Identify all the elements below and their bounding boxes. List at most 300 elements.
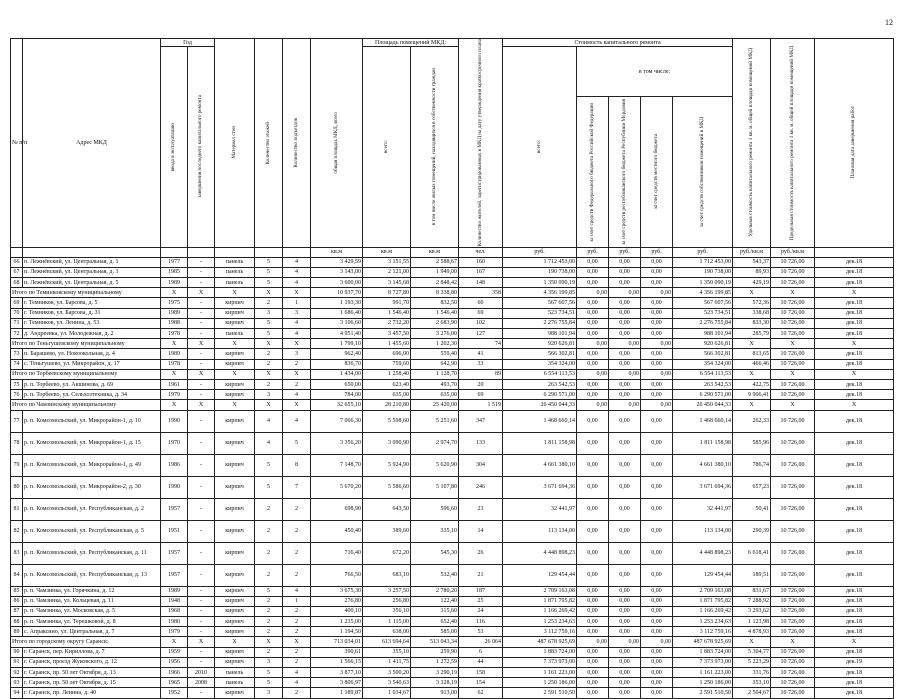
table-cell: 0,00 [577, 627, 609, 637]
table-cell: кирпич [215, 390, 255, 400]
unit-cell: кв.м [411, 247, 459, 257]
table-cell: 0,00 [577, 410, 609, 432]
table-cell: 638,00 [363, 627, 411, 637]
table-cell: 44 [459, 657, 503, 667]
table-cell: 88 [11, 617, 23, 627]
table-row [11, 564, 894, 586]
table-cell: 3 457,50 [363, 329, 411, 339]
subtotal-cell: 28 210,80 [363, 400, 411, 410]
table-cell: 635,00 [363, 390, 411, 400]
table-cell: 10 726,00 [771, 520, 815, 542]
subtotal-cell: 513 043,34 [411, 637, 459, 647]
table-cell: 190 738,00 [673, 267, 733, 277]
subtotal-cell: 26 064 [459, 637, 503, 647]
table-cell: 10 726,00 [771, 688, 815, 698]
table-cell: 1 712 453,00 [673, 257, 733, 267]
table-cell: 766,50 [311, 564, 363, 586]
table-cell: 2008 [188, 678, 215, 688]
subtotal-cell: X [161, 637, 188, 647]
table-cell: 4 [283, 257, 311, 267]
table-row [11, 298, 894, 308]
table-cell: 73 [11, 349, 23, 359]
table-cell: 1978 [161, 329, 188, 339]
table-cell: 784,00 [311, 390, 363, 400]
table-cell: 7 148,70 [311, 454, 363, 476]
table-cell: 0,00 [641, 586, 673, 596]
subtotal-cell: X [161, 400, 188, 410]
table-cell: 831,67 [733, 586, 771, 596]
table-cell: кирпич [215, 476, 255, 498]
table-cell: дек.18 [815, 298, 894, 308]
table-cell: 3 [255, 657, 283, 667]
table-cell: - [188, 454, 215, 476]
table-cell: 0,00 [609, 688, 641, 698]
table-cell: 89,93 [733, 267, 771, 277]
table-cell: 2 [255, 349, 283, 359]
table-cell: 1 253 234,63 [673, 617, 733, 627]
table-cell: панель [215, 278, 255, 288]
page-number: 12 [885, 18, 893, 27]
address-cell: р. п. Торбеево, ул. Акшинова, д. 69 [23, 379, 161, 389]
subtotal-cell: 0,00 [641, 339, 673, 349]
table-cell: 86 [11, 596, 23, 606]
table-cell: панель [215, 257, 255, 267]
table-cell: 1948 [161, 596, 188, 606]
table-cell: 2 732,20 [363, 318, 411, 328]
table-cell: 0,00 [577, 278, 609, 288]
table-cell: 7 288,92 [733, 596, 771, 606]
table-cell: 3 [255, 308, 283, 318]
table-cell: 0,00 [609, 586, 641, 596]
address-cell: п. Барашево, ул. Новоокольная, д. 4 [23, 349, 161, 359]
table-cell: дек.18 [815, 390, 894, 400]
table-cell: 7 066,30 [311, 410, 363, 432]
table-cell: 4 [283, 267, 311, 277]
subtotal-cell: X [255, 369, 283, 379]
table-cell: 10 726,00 [771, 617, 815, 627]
table-cell: 0,00 [577, 359, 609, 369]
table-cell: 70 [11, 308, 23, 318]
subtotal-cell: X [255, 400, 283, 410]
table-cell: 0,00 [641, 379, 673, 389]
table-cell: 1 811 158,98 [673, 432, 733, 454]
table-cell: - [188, 432, 215, 454]
table-cell: 0,00 [577, 318, 609, 328]
table-cell: - [188, 349, 215, 359]
table-cell: 836,70 [311, 359, 363, 369]
subtotal-cell: X [188, 400, 215, 410]
table-cell: 2 [283, 617, 311, 627]
table-cell: - [188, 564, 215, 586]
table-cell: 0,00 [609, 390, 641, 400]
table-cell: 5 [255, 586, 283, 596]
table-cell: 9 906,41 [733, 390, 771, 400]
table-cell: кирпич [215, 647, 255, 657]
table-row [11, 606, 894, 616]
table-cell: 10 726,00 [771, 454, 815, 476]
table-cell: 3 600,00 [311, 278, 363, 288]
table-cell: 78 [11, 432, 23, 454]
table-cell: 1 566,15 [311, 657, 363, 667]
table-cell: 3 [283, 308, 311, 318]
table-cell: 4 661 380,10 [673, 454, 733, 476]
table-cell: 10 726,00 [771, 349, 815, 359]
table-cell: 5 598,60 [363, 410, 411, 432]
header-wall-material: Материал стен [215, 39, 255, 248]
table-cell: 657,23 [733, 476, 771, 498]
subtotal-cell: X [215, 637, 255, 647]
table-cell: 91 [11, 657, 23, 667]
table-cell: 2 276 755,84 [673, 318, 733, 328]
table-cell: - [188, 520, 215, 542]
table-cell: 129 454,44 [503, 564, 577, 586]
table-cell: 2 [255, 564, 283, 586]
table-cell: 1986 [161, 454, 188, 476]
table-cell: 10 726,00 [771, 390, 815, 400]
table-cell: 2 [255, 379, 283, 389]
table-cell: 0,00 [641, 647, 673, 657]
table-cell: 0,00 [641, 596, 673, 606]
subtotal-cell: X [733, 400, 771, 410]
table-cell: 1 546,40 [363, 308, 411, 318]
table-cell: 1 123,98 [733, 617, 771, 627]
table-cell: 353,10 [733, 678, 771, 688]
table-cell: 1 883 724,00 [503, 647, 577, 657]
table-cell: 2 276 755,84 [503, 318, 577, 328]
table-cell: 24 [459, 606, 503, 616]
capital-repair-table [10, 38, 894, 699]
subtotal-cell: X [733, 288, 771, 298]
table-cell: 1 811 158,98 [503, 432, 577, 454]
table-cell: дек.18 [815, 596, 894, 606]
address-cell: р. п. Чамзинка, ул. Горячкина, д. 12 [23, 586, 161, 596]
table-cell: 262,33 [733, 410, 771, 432]
table-cell: 10 726,00 [771, 596, 815, 606]
table-cell: 256,80 [363, 596, 411, 606]
subtotal-cell: 0,00 [609, 339, 641, 349]
table-cell: 0,00 [641, 308, 673, 318]
subtotal-cell: X [771, 288, 815, 298]
table-cell: 67 [11, 267, 23, 277]
subtotal-cell: X [255, 637, 283, 647]
subtotal-cell: X [771, 637, 815, 647]
table-cell: дек.18 [815, 606, 894, 616]
subtotal-cell: 0,00 [641, 288, 673, 298]
table-cell: 33 [459, 359, 503, 369]
table-cell: - [188, 298, 215, 308]
table-cell: дек.18 [815, 647, 894, 657]
table-cell: 10 726,00 [771, 410, 815, 432]
table-cell: 991,70 [363, 298, 411, 308]
table-cell: 0,00 [609, 542, 641, 564]
table-cell: 354 324,00 [673, 359, 733, 369]
table-row [11, 359, 894, 369]
table-cell: 4 [283, 586, 311, 596]
table-cell: 0,00 [641, 606, 673, 616]
header-cost-group: Стоимость капитального ремонта [503, 39, 733, 47]
table-row [11, 318, 894, 328]
table-cell: 4 [283, 410, 311, 432]
table-cell: 4 951,40 [311, 329, 363, 339]
table-row [11, 349, 894, 359]
table-cell: 4 [255, 410, 283, 432]
subtotal-cell: 613 694,64 [363, 637, 411, 647]
table-cell: 60 [459, 298, 503, 308]
table-cell: 642,90 [411, 359, 459, 369]
table-cell: 5 251,60 [411, 410, 459, 432]
table-cell: 187 [459, 586, 503, 596]
table-cell: 1957 [161, 542, 188, 564]
table-cell: 0,00 [609, 278, 641, 288]
unit-cell: руб. [577, 247, 609, 257]
subtotal-cell: X [733, 339, 771, 349]
unit-cell [815, 247, 894, 257]
table-cell: 3 145,68 [363, 278, 411, 288]
table-cell: 5 304,77 [733, 647, 771, 657]
table-cell: 0,00 [609, 606, 641, 616]
table-cell: 572,36 [733, 298, 771, 308]
table-cell: 116 [459, 617, 503, 627]
subtotal-cell: X [215, 369, 255, 379]
unit-cell: кв.м [363, 247, 411, 257]
table-cell: дек.19 [815, 657, 894, 667]
table-cell: 389,60 [363, 520, 411, 542]
table-cell: 559,40 [411, 349, 459, 359]
table-cell: 10 726,00 [771, 627, 815, 637]
subtotal-row [11, 369, 894, 379]
table-cell: 1989 [161, 278, 188, 288]
subtotal-cell: X [815, 369, 894, 379]
table-cell: кирпич [215, 688, 255, 698]
table-cell: 4 [283, 318, 311, 328]
table-cell: 5 [255, 329, 283, 339]
table-cell: 0,00 [609, 349, 641, 359]
table-cell: 2 588,67 [411, 257, 459, 267]
subtotal-cell: X [815, 637, 894, 647]
table-cell: 72 [11, 329, 23, 339]
address-cell: р. п. Чамзинка, ул. Терешковой, д. 8 [23, 617, 161, 627]
table-cell: 0,00 [641, 668, 673, 678]
table-cell: дек.18 [815, 410, 894, 432]
subtotal-cell: X [161, 288, 188, 298]
table-cell: 82 [11, 520, 23, 542]
table-cell: 6 618,41 [733, 542, 771, 564]
table-cell: - [188, 257, 215, 267]
table-cell: 2 [283, 657, 311, 667]
table-cell: 532,40 [411, 564, 459, 586]
subtotal-cell: X [161, 369, 188, 379]
table-cell: 6 290 571,00 [673, 390, 733, 400]
table-cell: 698,90 [311, 498, 363, 520]
table-cell: 0,00 [609, 454, 641, 476]
table-cell: 10 726,00 [771, 359, 815, 369]
table-cell: 8 [283, 454, 311, 476]
subtotal-cell: X [815, 400, 894, 410]
table-cell: - [188, 359, 215, 369]
address-cell: д. Андреевка, ул. Молодежная, д. 2 [23, 329, 161, 339]
table-cell: 87 [11, 606, 23, 616]
table-cell: 84 [11, 564, 23, 586]
subtotal-cell: X [215, 288, 255, 298]
table-cell: дек.18 [815, 308, 894, 318]
table-cell: 1 [283, 298, 311, 308]
table-cell: 5 924,90 [363, 454, 411, 476]
table-cell: 2 121,00 [363, 267, 411, 277]
table-row [11, 657, 894, 667]
table-cell: 1979 [161, 390, 188, 400]
table-cell: 1 193,30 [311, 298, 363, 308]
table-cell: 1952 [161, 688, 188, 698]
table-cell: 1956 [161, 657, 188, 667]
table-cell: 5 620,90 [411, 454, 459, 476]
table-cell: 3 [283, 349, 311, 359]
table-cell: 3 [255, 390, 283, 400]
table-cell: 10 726,00 [771, 542, 815, 564]
table-cell: 23 [459, 498, 503, 520]
table-cell: 988 101,94 [503, 329, 577, 339]
table-cell: 10 726,00 [771, 647, 815, 657]
table-cell: дек.18 [815, 564, 894, 586]
table-cell: 4 [283, 329, 311, 339]
table-cell: 1 350 090,19 [503, 278, 577, 288]
table-cell: кирпич [215, 564, 255, 586]
table-cell: 4 [283, 278, 311, 288]
table-cell: 3 429,59 [311, 257, 363, 267]
subtotal-cell: X [283, 339, 311, 349]
subtotal-cell: 6 554 113,53 [673, 369, 733, 379]
table-cell: 0,00 [641, 476, 673, 498]
table-cell: 167 [459, 267, 503, 277]
table-cell: 1957 [161, 498, 188, 520]
subtotal-cell: X [283, 637, 311, 647]
subtotal-cell: 89 [459, 369, 503, 379]
table-cell: дек.18 [815, 678, 894, 688]
unit-cell: чел. [459, 247, 503, 257]
table-cell: 1 350 090,19 [673, 278, 733, 288]
header-residents: Количество жителей, зарегистрированных в МКД на дату утверждения краткосрочного плана [459, 39, 503, 248]
table-cell: - [188, 476, 215, 498]
table-cell: 1 411,75 [363, 657, 411, 667]
table-cell: 4 448 898,23 [503, 542, 577, 564]
table-cell: 2 504,67 [733, 688, 771, 698]
table-cell: 0,00 [577, 329, 609, 339]
table-cell: дек.18 [815, 627, 894, 637]
table-cell: 1 468 660,14 [503, 410, 577, 432]
table-cell: 0,00 [577, 564, 609, 586]
table-cell: 422,75 [733, 379, 771, 389]
table-cell: дек.18 [815, 349, 894, 359]
address-cell: р. п. Комсомольский, ул. Микрорайон-1, д. 15 [23, 432, 161, 454]
table-cell: 962,40 [311, 349, 363, 359]
table-cell: 71 [11, 318, 23, 328]
unit-cell: руб. [673, 247, 733, 257]
table-row [11, 596, 894, 606]
table-cell: 5 [255, 678, 283, 688]
subtotal-cell: X [815, 339, 894, 349]
subtotal-cell: 6 554 113,53 [503, 369, 577, 379]
table-cell: - [188, 498, 215, 520]
table-cell: 355,10 [363, 647, 411, 657]
address-cell: р. п. Чамзинка, ул. Кольцевая, д. 11 [23, 596, 161, 606]
subtotal-cell: X [188, 288, 215, 298]
table-cell: 2 [255, 596, 283, 606]
table-cell: 1968 [161, 606, 188, 616]
table-cell: - [188, 318, 215, 328]
table-cell: 4 [283, 668, 311, 678]
table-cell: 10 726,00 [771, 498, 815, 520]
table-cell: 10 726,00 [771, 318, 815, 328]
table-cell: 0,00 [641, 390, 673, 400]
table-cell: 3 [255, 688, 283, 698]
header-cost-total: всего: [503, 47, 577, 248]
subtotal-cell: 487 678 925,69 [673, 637, 733, 647]
table-cell: 347 [459, 410, 503, 432]
table-cell: 0,00 [609, 410, 641, 432]
table-cell: 1990 [161, 476, 188, 498]
table-cell: 2 [255, 617, 283, 627]
unit-cell: руб. [609, 247, 641, 257]
table-row [11, 498, 894, 520]
table-cell: 25 [459, 596, 503, 606]
table-cell: кирпич [215, 410, 255, 432]
subtotal-cell: 713 034,01 [311, 637, 363, 647]
table-cell: 10 726,00 [771, 678, 815, 688]
table-cell: 75 [11, 379, 23, 389]
subtotal-row [11, 400, 894, 410]
table-cell: 7 373 973,00 [673, 657, 733, 667]
table-cell: 0,00 [641, 267, 673, 277]
header-cost-republic: за счет средств республиканского бюджета Республики Мордовия [609, 97, 641, 247]
table-cell: 0,00 [609, 678, 641, 688]
address-cell: г. Саранск, проезд Жуковского, д. 12 [23, 657, 161, 667]
table-cell: 0,00 [577, 678, 609, 688]
table-cell: 450,40 [311, 520, 363, 542]
address-cell: г. Темников, ул. Ленина, д. 53 [23, 318, 161, 328]
subtotal-cell: 487 678 925,69 [503, 637, 577, 647]
table-cell: 7 [283, 476, 311, 498]
table-cell: 3 151,55 [363, 257, 411, 267]
header-premises-residential: в том числе жилых помещений, находящихся в собственности граждан [411, 47, 459, 248]
table-cell: 0,00 [577, 379, 609, 389]
address-cell: р. п. Комсомольский, ул. Республиканская, д. 5 [23, 520, 161, 542]
table-cell: 5 223,29 [733, 657, 771, 667]
table-cell: 1 871 795,82 [503, 596, 577, 606]
table-row [11, 617, 894, 627]
table-cell: панель [215, 678, 255, 688]
table-cell: 672,20 [363, 542, 411, 564]
table-cell: 543,37 [733, 257, 771, 267]
table-cell: 10 726,00 [771, 476, 815, 498]
address-cell: р. п. Комсомольский, ул. Республиканская, д. 11 [23, 542, 161, 564]
table-cell: дек.18 [815, 586, 894, 596]
address-cell: с. Апраксино, ул. Центральная, д. 7 [23, 627, 161, 637]
subtotal-cell: X [771, 400, 815, 410]
table-cell: 68 [11, 278, 23, 288]
table-cell: 113 134,00 [503, 520, 577, 542]
table-cell: 0,00 [641, 520, 673, 542]
table-cell: 3 877,10 [311, 668, 363, 678]
table-cell: дек.18 [815, 278, 894, 288]
table-cell: 21 [459, 564, 503, 586]
table-cell: 285,79 [733, 329, 771, 339]
table-cell: 2 [283, 379, 311, 389]
table-cell: панель [215, 267, 255, 277]
address-cell: р. п. Торбеево, ул. Сельхозтехника, д. 34 [23, 390, 161, 400]
table-cell: дек.18 [815, 379, 894, 389]
subtotal-label: Итого по городскому округу Саранск: [11, 637, 161, 647]
table-cell: 567 607,56 [503, 298, 577, 308]
table-cell: 62 [459, 688, 503, 698]
